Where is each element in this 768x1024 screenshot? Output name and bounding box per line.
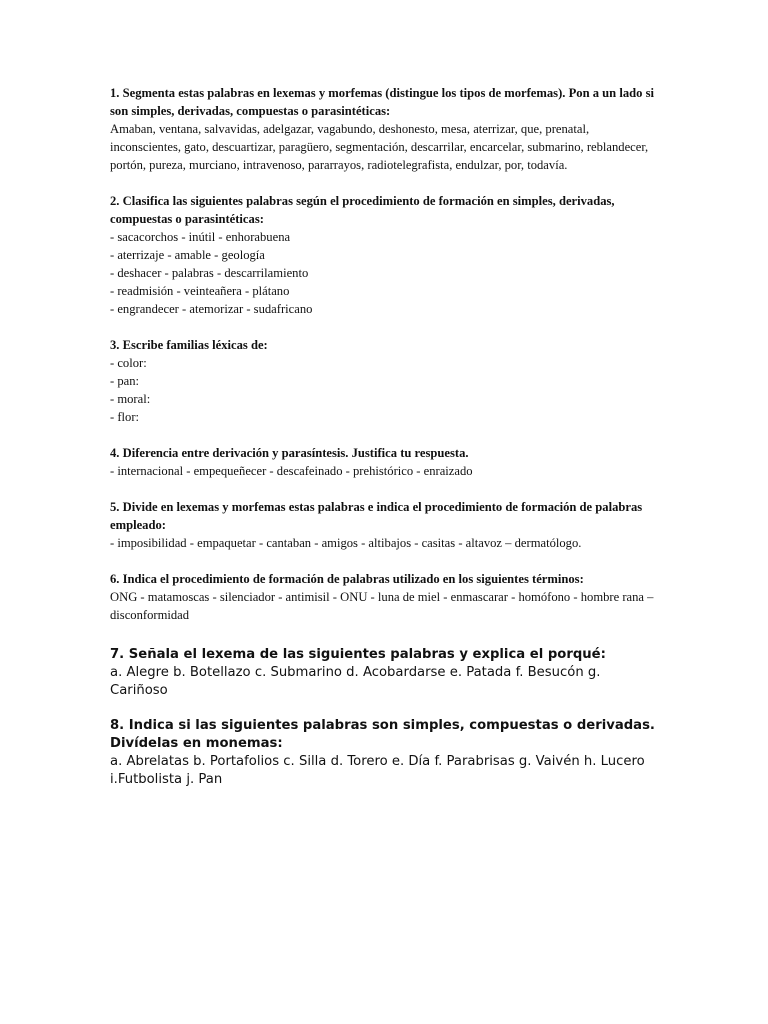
exercise-2-question: 2. Clasifica las siguientes palabras según el procedimiento de formación en simples, derivadas, compuestas o parasintéticas: (110, 194, 615, 226)
exercise-5-question: 5. Divide en lexemas y morfemas estas palabras e indica el procedimiento de formación de palabras empleado: (110, 500, 643, 532)
exercise-1-question: 1. Segmenta estas palabras en lexemas y morfemas (distingue los tipos de morfemas). Pon a un lado si son simples, derivadas, compuestas o parasintéticas: (110, 86, 654, 118)
exercise-5 (110, 498, 655, 552)
exercise-8-words: a. Abrelatas b. Portafolios c. Silla d. Torero e. Día f. Parabrisas g. Vaivén h. Lucero i.Futbolista j. Pan (110, 754, 645, 787)
exercise-3-line: - pan: (110, 374, 140, 388)
exercise-6-question: 6. Indica el procedimiento de formación de palabras utilizado en los siguientes términos: (110, 572, 584, 586)
exercise-7 (110, 646, 655, 700)
exercise-8 (110, 717, 655, 789)
exercise-3-line: - moral: (110, 392, 151, 406)
exercise-8-question: 8. Indica si las siguientes palabras son simples, compuestas o derivadas. Divídelas en monemas: (110, 718, 655, 751)
exercise-2 (110, 192, 655, 318)
exercise-1-words: Amaban, ventana, salvavidas, adelgazar, vagabundo, deshonesto, mesa, aterrizar, que, prenatal, inconscientes, gato, descuartizar, paragüero, segmentación, descarrilar, encarcelar, submarino, reblandecer, portón, pureza, murciano, intravenoso, pararrayos, radiotelegrafista, endulzar, por, todavía. (110, 122, 649, 172)
exercise-5-words: - imposibilidad - empaquetar - cantaban - amigos - altibajos - casitas - altavoz – dermatólogo. (110, 536, 582, 550)
exercise-4-words: - internacional - empequeñecer - descafeinado - prehistórico - enraizado (110, 464, 473, 478)
exercise-3-question: 3. Escribe familias léxicas de: (110, 338, 268, 352)
exercise-1 (110, 84, 655, 174)
exercise-2-line: - engrandecer - atemorizar - sudafricano (110, 302, 313, 316)
exercise-2-line: - deshacer - palabras - descarrilamiento (110, 266, 309, 280)
exercise-2-line: - aterrizaje - amable - geología (110, 248, 265, 262)
exercise-3-line: - flor: (110, 410, 140, 424)
exercise-2-line: - readmisión - veinteañera - plátano (110, 284, 290, 298)
exercise-sheet (110, 84, 655, 806)
exercise-7-question: 7. Señala el lexema de las siguientes palabras y explica el porqué: (110, 647, 606, 662)
exercise-2-line: - sacacorchos - inútil - enhorabuena (110, 230, 291, 244)
exercise-7-words: a. Alegre b. Botellazo c. Submarino d. Acobardarse e. Patada f. Besucón g. Cariñoso (110, 665, 601, 698)
exercise-3 (110, 336, 655, 426)
exercise-6-words: ONG - matamoscas - silenciador - antimisil - ONU - luna de miel - enmascarar - homófono - hombre rana – disconformidad (110, 590, 654, 622)
exercise-4 (110, 444, 655, 480)
exercise-4-question: 4. Diferencia entre derivación y parasíntesis. Justifica tu respuesta. (110, 446, 469, 460)
exercise-3-line: - color: (110, 356, 147, 370)
exercise-6 (110, 570, 655, 624)
